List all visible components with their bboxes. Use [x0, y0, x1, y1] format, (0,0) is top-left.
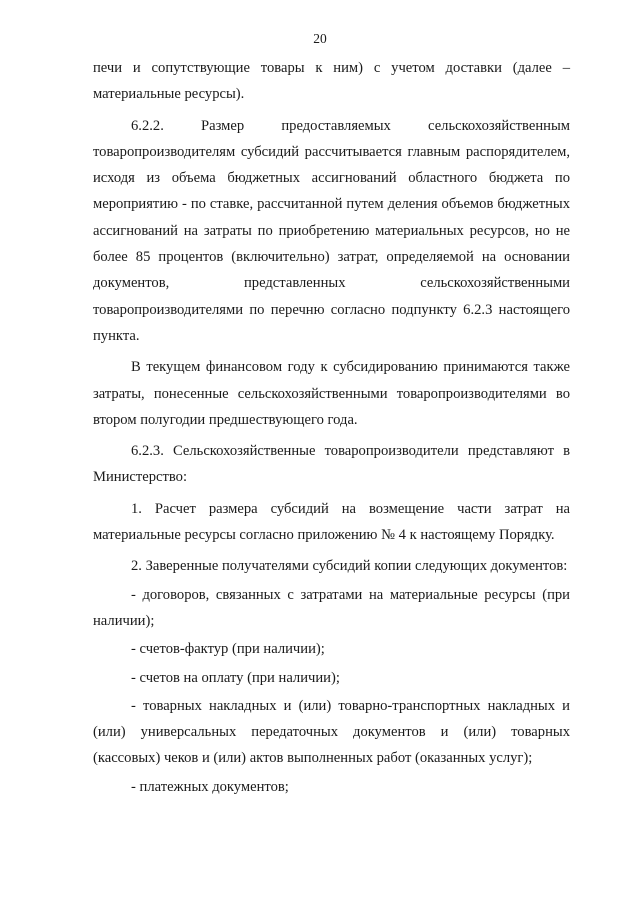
paragraph-6-2-3: 6.2.3. Сельскохозяйственные товаропроизводители представляют в Министерство: [93, 443, 570, 486]
document-body [93, 55, 570, 800]
paragraph-current-year: В текущем финансовом году к субсидированию принимаются также затраты, понесенные сельскохозяйственными товаропроизводителями во втором полугодии предшествующего года. [93, 359, 570, 428]
paragraph-continuation: печи и сопутствующие товары к ним) с учетом доставки (далее – материальные ресурсы). [93, 60, 570, 103]
list-item-2: 2. Заверенные получателями субсидий копии следующих документов: [131, 558, 568, 575]
page-number: 20 [313, 31, 327, 46]
doc-item-contracts: - договоров, связанных с затратами на материальные ресурсы (при наличии); [93, 586, 570, 629]
list-item-1: 1. Расчет размера субсидий на возмещение части затрат на материальные ресурсы согласно приложению № 4 к настоящему Порядку. [93, 500, 570, 544]
doc-item-payment-documents: - платежных документов; [131, 778, 289, 795]
doc-item-payment-bills: - счетов на оплату (при наличии); [131, 669, 340, 686]
doc-item-waybills: - товарных накладных и (или) товарно-транспортных накладных и (или) универсальных передаточных документов и (или) товарных (кассовых) чеков и (или) актов выполненных работ (оказанных услуг); [93, 697, 570, 767]
doc-item-invoices: - счетов-фактур (при наличии); [131, 641, 325, 658]
paragraph-6-2-2: 6.2.2. Размер предоставляемых сельскохозяйственным товаропроизводителям субсидий рассчитывается главным распорядителем, исходя из объема бюджетных ассигнований областного бюджета по мероприятию - по ставке, рассчитанной путем деления объемов бюджетных ассигнований на затраты по приобретению материальных ресурсов, но не более 85 процентов (включительно) затрат, определяемой на основании документов, представленных сельскохозяйственными товаропроизводителями по перечню согласно подпункту 6.2.3 настоящего пункта. [93, 117, 570, 344]
